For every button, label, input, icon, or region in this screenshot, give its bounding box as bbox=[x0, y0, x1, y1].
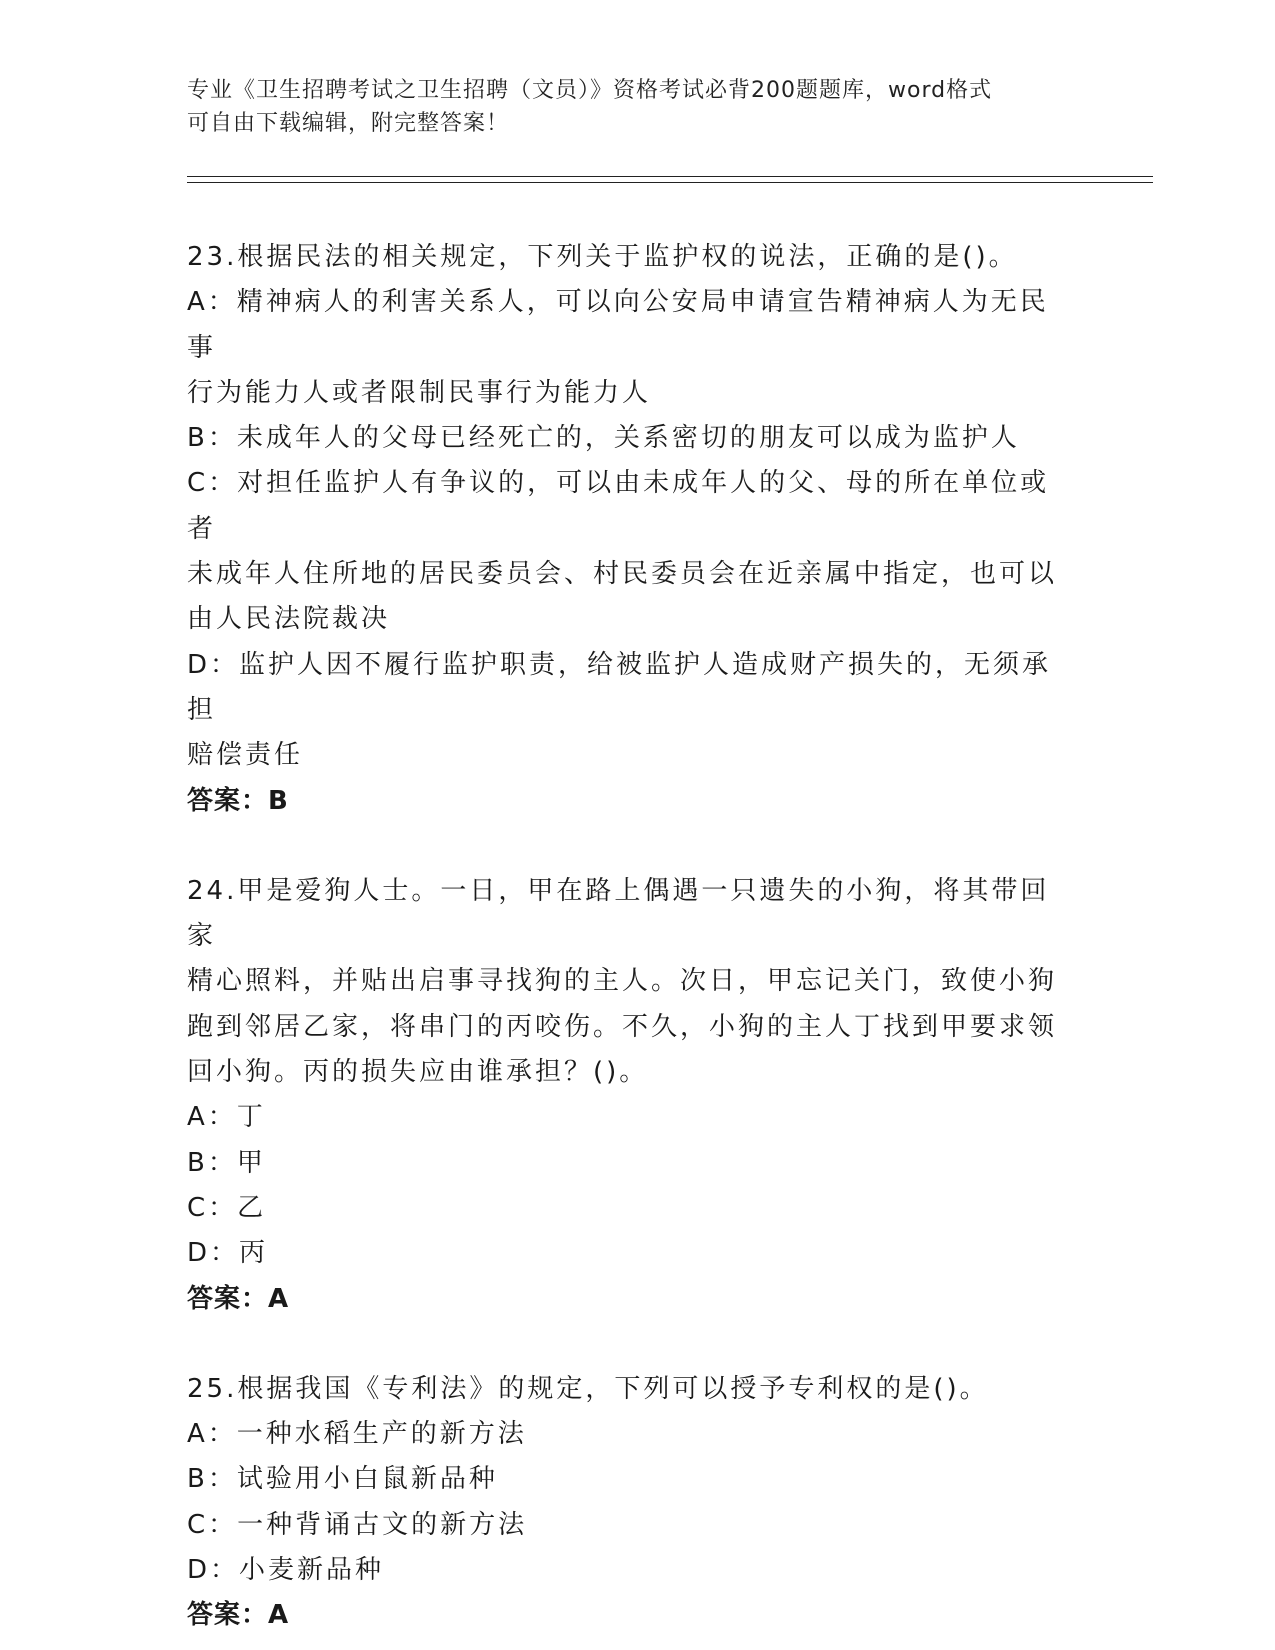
header-divider bbox=[187, 176, 1153, 183]
option-c-cont: 未成年人住所地的居民委员会、村民委员会在近亲属中指定，也可以 bbox=[187, 559, 1058, 590]
header-line-2: 可自由下载编辑，附完整答案！ bbox=[187, 111, 510, 136]
question-stem-cont-3: 回小狗。丙的损失应由谁承担？()。 bbox=[187, 1057, 649, 1088]
question-24 bbox=[187, 869, 1077, 1322]
question-stem: 25.根据我国《专利法》的规定，下列可以授予专利权的是()。 bbox=[187, 1373, 989, 1404]
option-b: B：试验用小白鼠新品种 bbox=[187, 1464, 498, 1495]
option-c: C：对担任监护人有争议的，可以由未成年人的父、母的所在单位或者 bbox=[187, 468, 1050, 544]
question-25 bbox=[187, 1367, 1077, 1639]
option-a-cont: 行为能力人或者限制民事行为能力人 bbox=[187, 377, 652, 408]
question-stem-cont-2: 跑到邻居乙家，将串门的丙咬伤。不久，小狗的主人丁找到甲要求领 bbox=[187, 1011, 1058, 1042]
answer: 答案：A bbox=[187, 1600, 290, 1631]
question-23 bbox=[187, 235, 1077, 824]
option-a: A：一种水稻生产的新方法 bbox=[187, 1419, 527, 1450]
document-header bbox=[187, 74, 1067, 140]
answer: 答案：A bbox=[187, 1283, 290, 1314]
option-d: D：丙 bbox=[187, 1238, 269, 1269]
option-b: B：甲 bbox=[187, 1147, 266, 1178]
question-stem: 24.甲是爱狗人士。一日，甲在路上偶遇一只遗失的小狗，将其带回家 bbox=[187, 875, 1050, 952]
question-stem: 23.根据民法的相关规定，下列关于监护权的说法，正确的是()。 bbox=[187, 242, 1018, 272]
option-d: D：小麦新品种 bbox=[187, 1555, 385, 1586]
option-c: C：乙 bbox=[187, 1192, 267, 1223]
answer: 答案：B bbox=[187, 785, 289, 816]
option-c: C：一种背诵古文的新方法 bbox=[187, 1509, 528, 1540]
option-d: D：监护人因不履行监护职责，给被监护人造成财产损失的，无须承担 bbox=[187, 649, 1052, 725]
question-list bbox=[187, 235, 1077, 1639]
header-line-1: 专业《卫生招聘考试之卫生招聘（文员）》资格考试必背200题题库，word格式 bbox=[187, 78, 993, 103]
option-d-cont: 赔偿责任 bbox=[187, 740, 304, 771]
question-stem-cont: 精心照料，并贴出启事寻找狗的主人。次日，甲忘记关门，致使小狗 bbox=[187, 966, 1058, 997]
option-a: A：丁 bbox=[187, 1102, 266, 1133]
option-c-cont-2: 由人民法院裁决 bbox=[187, 604, 391, 635]
option-a: A：精神病人的利害关系人，可以向公安局申请宣告精神病人为无民事 bbox=[187, 287, 1049, 363]
option-b: B：未成年人的父母已经死亡的，关系密切的朋友可以成为监护人 bbox=[187, 423, 1020, 454]
